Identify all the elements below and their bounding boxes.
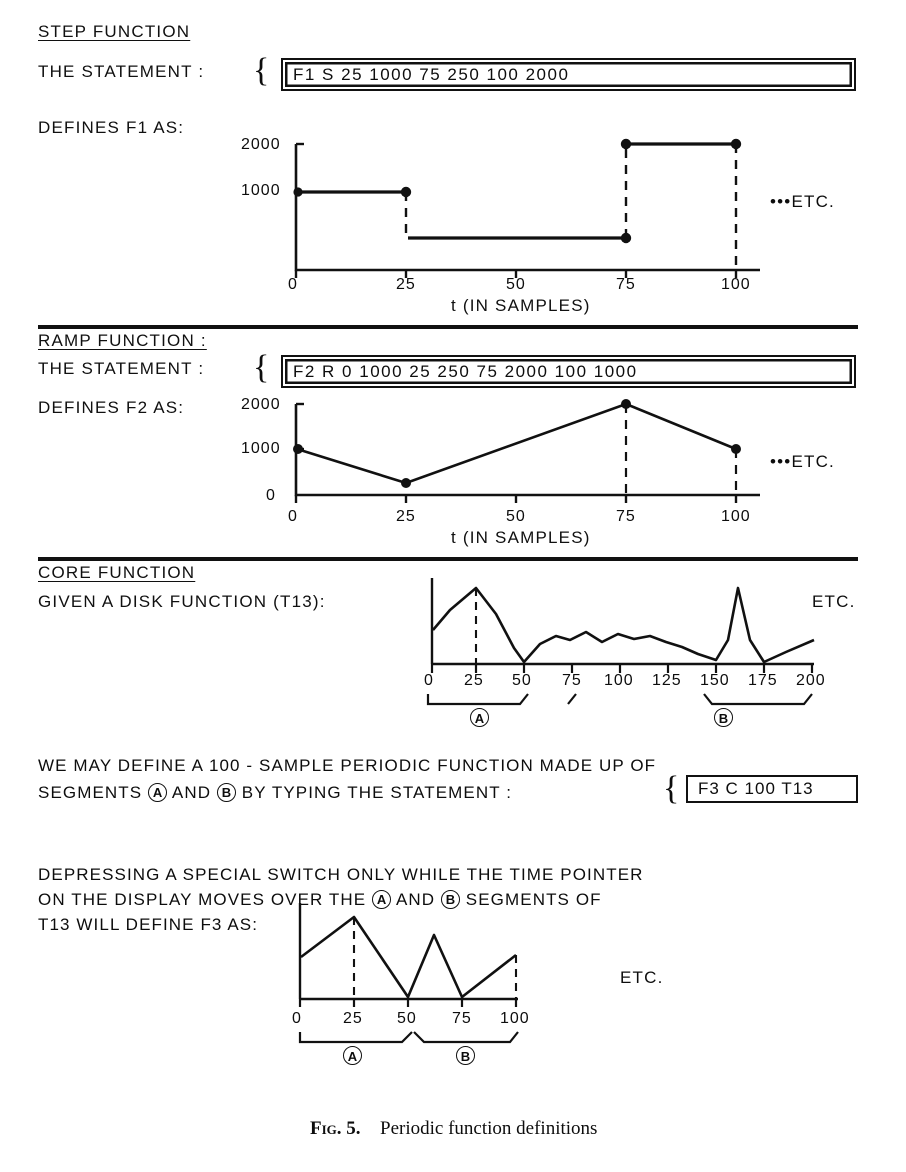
core-statement-box[interactable]: F3 C 100 T13	[686, 775, 858, 803]
disk-etc-label: ETC.	[812, 592, 856, 611]
ramp-etc-label: •••ETC.	[770, 452, 835, 471]
figure-caption	[310, 1118, 597, 1140]
step-ytick-1000: 1000	[241, 182, 281, 199]
divider-2	[38, 557, 858, 561]
disk-xtick-175: 175	[748, 672, 778, 689]
core-paragraph2-line3: T13 WILL DEFINE F3 AS:	[38, 915, 259, 934]
disk-xtick-150: 150	[700, 672, 730, 689]
ramp-xtick-100: 100	[721, 508, 751, 525]
step-xtick-50: 50	[506, 276, 526, 293]
f3-xtick-75: 75	[452, 1010, 472, 1027]
core-paragraph2-line2-mid: AND	[395, 890, 441, 909]
ramp-function-heading: RAMP FUNCTION :	[38, 331, 207, 350]
segment-b-inline-badge-2: B	[441, 890, 460, 909]
step-xtick-100: 100	[721, 276, 751, 293]
step-ytick-2000: 2000	[241, 136, 281, 153]
disk-segment-brackets	[424, 692, 854, 712]
segment-a-inline-badge: A	[148, 783, 167, 802]
core-paragraph-line2-post: BY TYPING THE STATEMENT :	[241, 783, 513, 802]
core-paragraph-line1: WE MAY DEFINE A 100 - SAMPLE PERIODIC FUNCTION MADE UP OF	[38, 756, 657, 775]
figure-caption-text: Periodic function definitions	[380, 1118, 598, 1139]
divider-1	[38, 325, 858, 329]
step-function-heading: STEP FUNCTION	[38, 22, 191, 41]
ramp-defines-label: DEFINES F2 AS:	[38, 398, 185, 417]
ramp-axis-label: t (IN SAMPLES)	[451, 528, 591, 547]
disk-xtick-25: 25	[464, 672, 484, 689]
core-paragraph-line2-pre: SEGMENTS	[38, 783, 149, 802]
f3-function-plot	[294, 895, 574, 1015]
ramp-xtick-75: 75	[616, 508, 636, 525]
disk-xtick-125: 125	[652, 672, 682, 689]
disk-axis-ticks	[428, 662, 848, 674]
core-paragraph2-line1: DEPRESSING A SPECIAL SWITCH ONLY WHILE THE TIME POINTER	[38, 865, 644, 884]
step-statement-box[interactable]: F1 S 25 1000 75 250 100 2000	[281, 58, 856, 91]
core-brace: {	[663, 770, 680, 807]
segment-b-inline-badge: B	[217, 783, 236, 802]
ramp-xtick-50: 50	[506, 508, 526, 525]
ramp-function-plot	[290, 392, 800, 512]
step-defines-label: DEFINES F1 AS:	[38, 118, 185, 137]
disk-xtick-200: 200	[796, 672, 826, 689]
ramp-statement-box[interactable]: F2 R 0 1000 25 250 75 2000 100 1000	[281, 355, 856, 388]
step-xtick-0: 0	[288, 276, 298, 293]
core-function-heading: CORE FUNCTION	[38, 563, 196, 582]
step-xtick-75: 75	[616, 276, 636, 293]
ramp-xtick-25: 25	[396, 508, 416, 525]
step-xtick-25: 25	[396, 276, 416, 293]
core-paragraph-line2-mid: AND	[171, 783, 217, 802]
f3-xtick-25: 25	[343, 1010, 363, 1027]
core-paragraph2-line2-post: SEGMENTS OF	[465, 890, 602, 909]
step-etc-label: •••ETC.	[770, 192, 835, 211]
f3-xtick-100: 100	[500, 1010, 530, 1027]
disk-xtick-75: 75	[562, 672, 582, 689]
core-paragraph2-line2-pre: ON THE DISPLAY MOVES OVER THE	[38, 890, 373, 909]
f3-xtick-50: 50	[397, 1010, 417, 1027]
ramp-statement-label: THE STATEMENT :	[38, 359, 205, 378]
ramp-ytick-0: 0	[266, 487, 276, 504]
f3-etc-label: ETC.	[620, 968, 664, 987]
f3-xtick-0: 0	[292, 1010, 302, 1027]
disk-xtick-100: 100	[604, 672, 634, 689]
ramp-ytick-1000: 1000	[241, 440, 281, 457]
disk-xtick-0: 0	[424, 672, 434, 689]
core-paragraph-line2	[38, 780, 512, 805]
f3-segment-a-badge: A	[343, 1046, 362, 1065]
ramp-brace: {	[253, 349, 270, 386]
step-brace: {	[253, 52, 270, 89]
ramp-ytick-2000: 2000	[241, 396, 281, 413]
step-function-plot	[290, 130, 800, 280]
step-axis-label: t (IN SAMPLES)	[451, 296, 591, 315]
f3-segment-brackets	[294, 1030, 574, 1050]
ramp-xtick-0: 0	[288, 508, 298, 525]
step-statement-label: THE STATEMENT :	[38, 62, 205, 81]
disk-xtick-50: 50	[512, 672, 532, 689]
disk-segment-a-badge: A	[470, 708, 489, 727]
figure-caption-label: Fig. 5.	[310, 1118, 361, 1139]
core-given-label: GIVEN A DISK FUNCTION (T13):	[38, 592, 326, 611]
segment-a-inline-badge-2: A	[372, 890, 391, 909]
f3-segment-b-badge: B	[456, 1046, 475, 1065]
disk-segment-b-badge: B	[714, 708, 733, 727]
